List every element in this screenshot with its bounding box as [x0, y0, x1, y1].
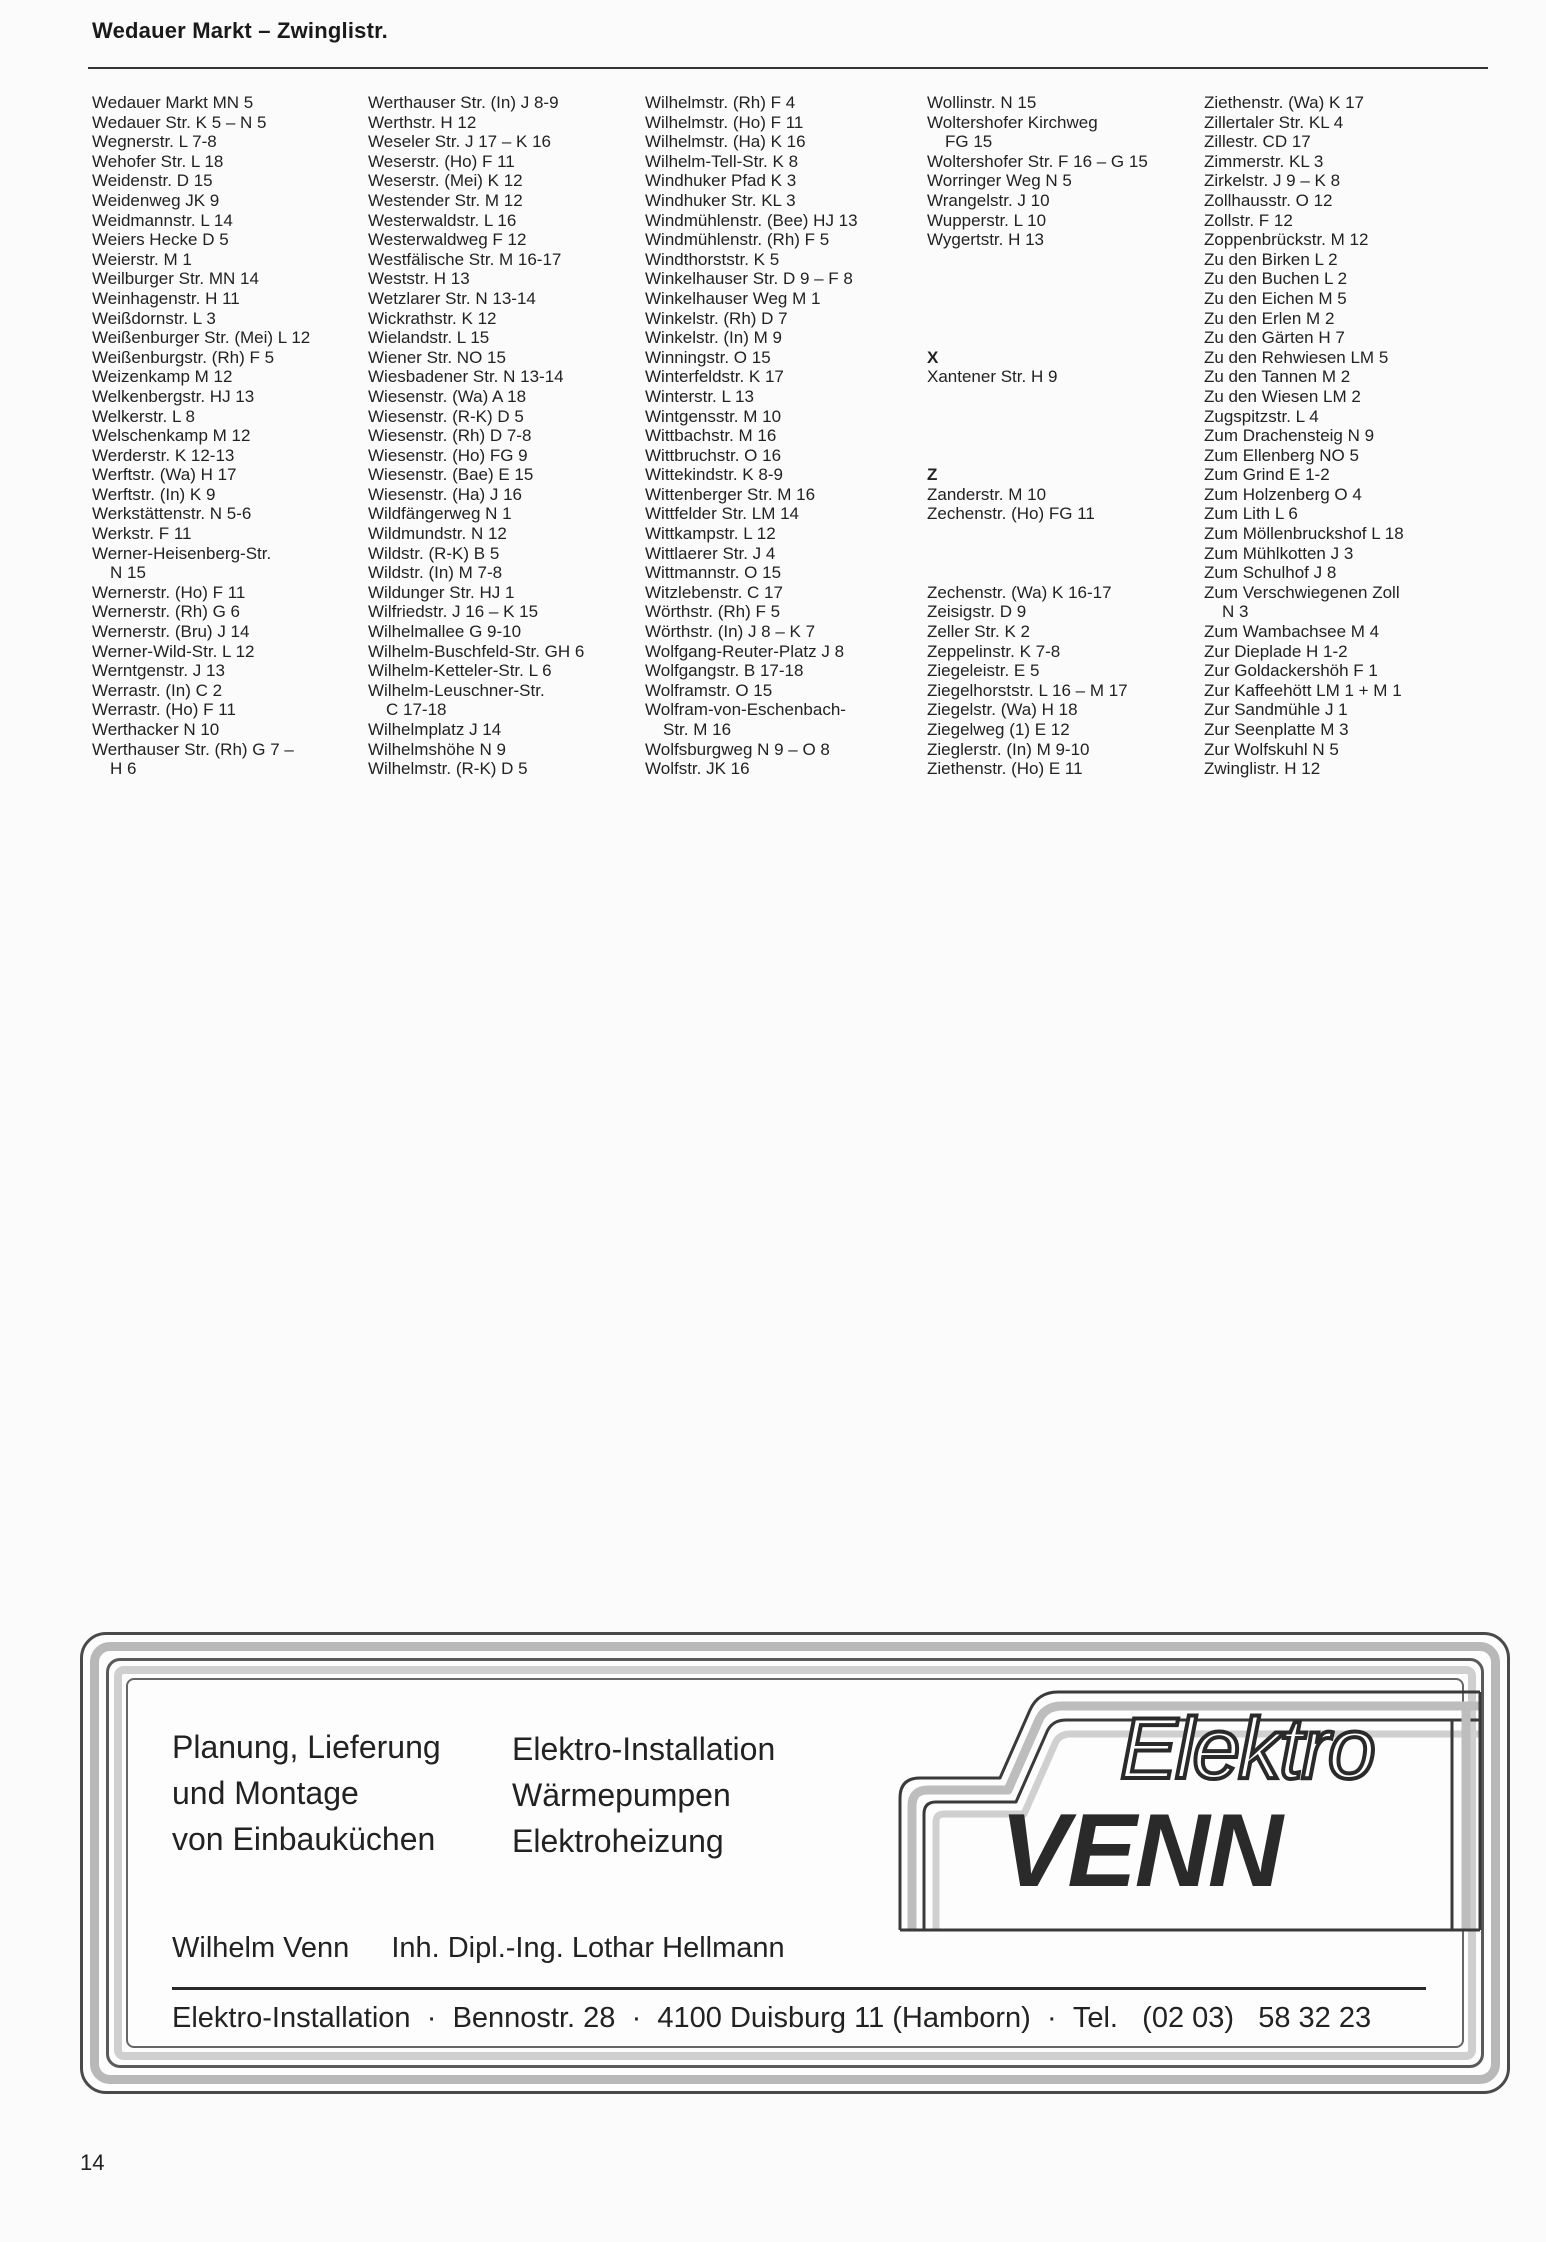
- street-entry: Werthacker N 10: [92, 720, 220, 739]
- street-column-1: [92, 93, 310, 779]
- street-entry: Wehofer Str. L 18: [92, 151, 224, 171]
- spacer: [927, 446, 1148, 466]
- street-entry: Wegnerstr. L 7-8: [92, 132, 217, 152]
- street-entry: Wilfriedstr. J 16 – K 15: [368, 602, 539, 622]
- street-entry: Zeller Str. K 2: [927, 622, 1030, 642]
- street-entry: Zeisigstr. D 9: [927, 602, 1027, 622]
- street-entry: Zu den Wiesen LM 2: [1204, 386, 1361, 406]
- street-entry: Wittenberger Str. M 16: [645, 484, 816, 504]
- street-entry-continuation: C 17-18: [386, 700, 447, 720]
- ad-service-line: Planung, Lieferung: [172, 1729, 441, 1765]
- ad-address-separator: ·: [426, 2002, 437, 2034]
- street-entry: Wittbruchstr. O 16: [645, 445, 782, 465]
- street-entry: Wernerstr. (Bru) J 14: [92, 622, 250, 642]
- street-entry: Wittmannstr. O 15: [645, 563, 782, 583]
- spacer: [927, 328, 1148, 348]
- street-entry: Zollstr. F 12: [1204, 210, 1293, 230]
- street-entry: Wilhelmstr. (Rh) F 4: [645, 93, 796, 112]
- street-entry: Wilhelm-Buschfeld-Str. GH 6: [368, 641, 585, 661]
- street-entry: Wernerstr. (Rh) G 6: [92, 602, 240, 622]
- street-entry: Weiers Hecke D 5: [92, 230, 229, 250]
- street-entry: Wetzlarer Str. N 13-14: [368, 288, 536, 308]
- street-entry: Winkelstr. (Rh) D 7: [645, 308, 788, 328]
- street-entry: Werntgenstr. J 13: [92, 661, 225, 681]
- street-entry: Xantener Str. H 9: [927, 367, 1058, 387]
- street-entry: Weseler Str. J 17 – K 16: [368, 132, 551, 152]
- street-entry: Werthstr. H 12: [368, 112, 477, 132]
- street-entry: Wiesenstr. (Ho) FG 9: [368, 445, 528, 465]
- street-entry: Wielandstr. L 15: [368, 328, 490, 348]
- ad-phone-area: (02 03): [1142, 2002, 1235, 2034]
- street-entry: Welkenbergstr. HJ 13: [92, 386, 255, 406]
- street-entry: Zu den Birken L 2: [1204, 249, 1338, 269]
- street-entry: Zirkelstr. J 9 – K 8: [1204, 171, 1341, 191]
- street-entry: Ziegeleistr. E 5: [927, 661, 1040, 681]
- spacer: [927, 309, 1148, 329]
- ad-owner-name: Wilhelm Venn: [172, 1932, 350, 1964]
- street-entry: Zum Mühlkotten J 3: [1204, 543, 1354, 563]
- street-entry: Wilhelmshöhe N 9: [368, 739, 506, 759]
- street-entry: Weißenburgstr. (Rh) F 5: [92, 347, 275, 367]
- street-entry: Wilhelm-Leuschner-Str.: [368, 680, 545, 700]
- street-column-3: [645, 93, 858, 779]
- street-entry: Woltershofer Str. F 16 – G 15: [927, 151, 1148, 171]
- street-entry: Zur Sandmühle J 1: [1204, 700, 1348, 720]
- street-entry: Zanderstr. M 10: [927, 484, 1047, 504]
- street-entry: Wollinstr. N 15: [927, 93, 1037, 112]
- street-entry: Zum Holzenberg O 4: [1204, 484, 1362, 504]
- street-entry: Weizenkamp M 12: [92, 367, 233, 387]
- street-entry: Wilhelm-Ketteler-Str. L 6: [368, 661, 552, 681]
- street-entry: Witzlebenstr. C 17: [645, 582, 783, 602]
- ad-owner-title: Inh. Dipl.-Ing. Lothar Hellmann: [391, 1932, 785, 1964]
- street-entry: Wernerstr. (Ho) F 11: [92, 582, 246, 602]
- street-entry: Ziegelhorststr. L 16 – M 17: [927, 680, 1128, 700]
- street-entry: Weißenburger Str. (Mei) L 12: [92, 328, 311, 348]
- advertisement-elektro-venn: [80, 1632, 1510, 2094]
- street-entry: Werderstr. K 12-13: [92, 445, 235, 465]
- street-entry: Wildstr. (R-K) B 5: [368, 543, 500, 563]
- ad-service-line: von Einbauküchen: [172, 1821, 436, 1857]
- logo-venn-text: VENN: [1000, 1793, 1281, 1909]
- section-letter: X: [927, 347, 939, 367]
- street-entry: Zieglerstr. (In) M 9-10: [927, 739, 1090, 759]
- street-entry: Zu den Tannen M 2: [1204, 367, 1351, 387]
- street-entry: Windhuker Str. KL 3: [645, 190, 796, 210]
- street-column-2: [368, 93, 584, 779]
- street-entry-continuation: Str. M 16: [663, 720, 732, 739]
- ad-service-line: Wärmepumpen: [512, 1777, 731, 1813]
- street-entry: Wiesenstr. (Wa) A 18: [368, 386, 527, 406]
- street-entry: Welkerstr. L 8: [92, 406, 195, 426]
- street-entry: Weidenstr. D 15: [92, 171, 213, 191]
- street-entry: Wedauer Str. K 5 – N 5: [92, 112, 267, 132]
- street-entry: Wolframstr. O 15: [645, 680, 773, 700]
- ad-address-street: Bennostr. 28: [452, 2002, 616, 2034]
- street-entry: Windmühlenstr. (Bee) HJ 13: [645, 210, 858, 230]
- street-entry: Zu den Erlen M 2: [1204, 308, 1335, 328]
- street-entry: Wiesenstr. (Bae) E 15: [368, 465, 534, 485]
- elektro-venn-logo: [880, 1680, 1500, 1950]
- street-entry: Werrastr. (Ho) F 11: [92, 700, 236, 720]
- street-entry: Weidenweg JK 9: [92, 190, 220, 210]
- spacer: [927, 407, 1148, 427]
- street-entry: Zeppelinstr. K 7-8: [927, 641, 1061, 661]
- street-entry: Wilhelmstr. (R-K) D 5: [368, 759, 528, 779]
- street-entry: Wolfgangstr. B 17-18: [645, 661, 804, 681]
- ad-address-city: 4100 Duisburg 11 (Hamborn): [657, 2002, 1031, 2034]
- street-entry: Wilhelmstr. (Ho) F 11: [645, 112, 804, 132]
- street-entry: Weißdornstr. L 3: [92, 308, 216, 328]
- ad-address-line: [172, 2002, 1371, 2035]
- street-entry: Wolfram-von-Eschenbach-: [645, 700, 846, 720]
- street-entry: Woltershofer Kirchweg: [927, 112, 1098, 132]
- street-entry: Ziethenstr. (Ho) E 11: [927, 759, 1083, 779]
- street-entry: Wittlaerer Str. J 4: [645, 543, 776, 563]
- street-entry-continuation: N 3: [1222, 602, 1249, 622]
- street-entry: Wittekindstr. K 8-9: [645, 465, 783, 485]
- logo-elektro-text: Elektro: [1120, 1701, 1374, 1797]
- street-entry: Ziegelstr. (Wa) H 18: [927, 700, 1078, 720]
- street-entry: Werthauser Str. (In) J 8-9: [368, 93, 559, 112]
- spacer: [927, 387, 1148, 407]
- section-letter: Z: [927, 465, 938, 485]
- street-entry: Werftstr. (Wa) H 17: [92, 465, 237, 485]
- street-entry: Wittfelder Str. LM 14: [645, 504, 799, 524]
- street-entry: Zur Goldackershöh F 1: [1204, 661, 1378, 681]
- street-entry: Zillertaler Str. KL 4: [1204, 112, 1344, 132]
- header-divider: [88, 67, 1488, 69]
- street-entry: Windmühlenstr. (Rh) F 5: [645, 230, 830, 250]
- street-entry: Weinhagenstr. H 11: [92, 288, 240, 308]
- street-entry: Wiesenstr. (Rh) D 7-8: [368, 426, 532, 446]
- street-entry: Zoppenbrückstr. M 12: [1204, 230, 1369, 250]
- street-entry: Wilhelmstr. (Ha) K 16: [645, 132, 806, 152]
- spacer: [927, 544, 1148, 564]
- street-entry: Zu den Buchen L 2: [1204, 269, 1348, 289]
- spacer: [927, 269, 1148, 289]
- ad-address-trade: Elektro-Installation: [172, 2002, 411, 2034]
- street-entry: Wildstr. (In) M 7-8: [368, 563, 503, 583]
- street-entry: Werthauser Str. (Rh) G 7 –: [92, 739, 294, 759]
- street-entry: Wildmundstr. N 12: [368, 524, 507, 544]
- street-entry-continuation: N 15: [110, 563, 146, 583]
- street-entry: Wiener Str. NO 15: [368, 347, 506, 367]
- ad-service-line: und Montage: [172, 1775, 359, 1811]
- street-entry: Wiesbadener Str. N 13-14: [368, 367, 564, 387]
- street-column-4: [927, 93, 1148, 779]
- street-entry: Winkelstr. (In) M 9: [645, 328, 782, 348]
- street-entry: Wolfsburgweg N 9 – O 8: [645, 739, 830, 759]
- spacer: [927, 426, 1148, 446]
- street-entry: Zum Ellenberg NO 5: [1204, 445, 1359, 465]
- street-entry: Westerwaldweg F 12: [368, 230, 527, 250]
- page-number: 14: [80, 2150, 105, 2175]
- street-entry-continuation: FG 15: [945, 132, 993, 152]
- street-entry: Zwinglistr. H 12: [1204, 759, 1321, 779]
- street-entry: Zimmerstr. KL 3: [1204, 151, 1324, 171]
- ad-address-separator: ·: [631, 2002, 642, 2034]
- street-entry: Zechenstr. (Ho) FG 11: [927, 504, 1095, 524]
- ad-owner-line: [172, 1932, 785, 1965]
- spacer: [927, 563, 1148, 583]
- street-entry: Worringer Weg N 5: [927, 171, 1072, 191]
- ad-service-line: Elektroheizung: [512, 1823, 724, 1859]
- street-entry: Ziethenstr. (Wa) K 17: [1204, 93, 1364, 112]
- street-entry: Winkelhauser Weg M 1: [645, 288, 821, 308]
- street-entry: Westerwaldstr. L 16: [368, 210, 517, 230]
- street-entry: Zum Wambachsee M 4: [1204, 622, 1380, 642]
- street-entry: Zu den Gärten H 7: [1204, 328, 1345, 348]
- ad-phone-label: Tel.: [1072, 2002, 1118, 2034]
- street-entry: Wedauer Markt MN 5: [92, 93, 254, 112]
- street-entry-continuation: H 6: [110, 759, 137, 779]
- street-entry: Westfälische Str. M 16-17: [368, 249, 562, 269]
- street-entry: Wittkampstr. L 12: [645, 524, 776, 544]
- street-entry: Werftstr. (In) K 9: [92, 484, 216, 504]
- street-entry: Zum Möllenbruckshof L 18: [1204, 524, 1404, 544]
- ad-divider: [172, 1987, 1426, 1990]
- street-entry: Winkelhauser Str. D 9 – F 8: [645, 269, 853, 289]
- street-entry: Werkstr. F 11: [92, 524, 192, 544]
- street-entry: Weststr. H 13: [368, 269, 470, 289]
- street-entry: Weserstr. (Mei) K 12: [368, 171, 523, 191]
- street-entry: Werkstättenstr. N 5-6: [92, 504, 252, 524]
- street-entry: Ziegelweg (1) E 12: [927, 720, 1070, 739]
- street-entry: Werrastr. (In) C 2: [92, 680, 223, 700]
- street-entry: Zugspitzstr. L 4: [1204, 406, 1319, 426]
- street-entry: Wörthstr. (Rh) F 5: [645, 602, 781, 622]
- street-entry: Werner-Wild-Str. L 12: [92, 641, 255, 661]
- street-entry: Wupperstr. L 10: [927, 210, 1047, 230]
- street-entry: Weilburger Str. MN 14: [92, 269, 259, 289]
- spacer: [927, 250, 1148, 270]
- street-entry: Wolfgang-Reuter-Platz J 8: [645, 641, 845, 661]
- street-entry: Zu den Rehwiesen LM 5: [1204, 347, 1389, 367]
- street-entry: Zur Dieplade H 1-2: [1204, 641, 1348, 661]
- street-entry: Zum Schulhof J 8: [1204, 563, 1337, 583]
- spacer: [927, 524, 1148, 544]
- street-entry: Zur Kaffeehött LM 1 + M 1: [1204, 680, 1402, 700]
- street-entry: Wildfängerweg N 1: [368, 504, 512, 524]
- street-entry: Zum Verschwiegenen Zoll: [1204, 582, 1400, 602]
- street-entry: Wintgensstr. M 10: [645, 406, 782, 426]
- street-entry: Wygertstr. H 13: [927, 230, 1044, 250]
- street-entry: Westender Str. M 12: [368, 190, 523, 210]
- street-entry: Wolfstr. JK 16: [645, 759, 750, 779]
- ad-phone-number: 58 32 23: [1258, 2002, 1372, 2034]
- street-entry: Winterstr. L 13: [645, 386, 754, 406]
- street-entry: Winningstr. O 15: [645, 347, 771, 367]
- street-entry: Wiesenstr. (R-K) D 5: [368, 406, 524, 426]
- street-entry: Weserstr. (Ho) F 11: [368, 151, 515, 171]
- street-entry: Zur Seenplatte M 3: [1204, 720, 1349, 739]
- street-entry: Wrangelstr. J 10: [927, 190, 1050, 210]
- street-entry: Zur Wolfskuhl N 5: [1204, 739, 1339, 759]
- street-entry: Wörthstr. (In) J 8 – K 7: [645, 622, 816, 642]
- street-entry: Welschenkamp M 12: [92, 426, 251, 446]
- street-entry: Zollhausstr. O 12: [1204, 190, 1333, 210]
- street-entry: Windhuker Pfad K 3: [645, 171, 797, 191]
- ad-service-line: Elektro-Installation: [512, 1731, 776, 1767]
- street-entry: Zum Drachensteig N 9: [1204, 426, 1375, 446]
- street-entry: Zu den Eichen M 5: [1204, 288, 1347, 308]
- street-entry: Wilhelmallee G 9-10: [368, 622, 522, 642]
- ad-address-separator: ·: [1047, 2002, 1057, 2034]
- street-entry: Wilhelmplatz J 14: [368, 720, 502, 739]
- page-header-title: Wedauer Markt – Zwinglistr.: [92, 18, 388, 43]
- street-entry: Wildunger Str. HJ 1: [368, 582, 515, 602]
- ad-services-electrical: [512, 1726, 775, 1864]
- street-entry: Weidmannstr. L 14: [92, 210, 233, 230]
- street-entry: Winterfeldstr. K 17: [645, 367, 784, 387]
- street-entry: Wilhelm-Tell-Str. K 8: [645, 151, 799, 171]
- ad-services-kitchen: [172, 1724, 441, 1862]
- street-column-5: [1204, 93, 1404, 779]
- street-entry: Werner-Heisenberg-Str.: [92, 543, 272, 563]
- street-entry: Zillestr. CD 17: [1204, 132, 1311, 152]
- street-entry: Wiesenstr. (Ha) J 16: [368, 484, 522, 504]
- street-entry: Wickrathstr. K 12: [368, 308, 497, 328]
- street-entry: Windthorststr. K 5: [645, 249, 780, 269]
- street-entry: Zechenstr. (Wa) K 16-17: [927, 582, 1112, 602]
- street-entry: Weierstr. M 1: [92, 249, 192, 269]
- street-entry: Zum Lith L 6: [1204, 504, 1298, 524]
- spacer: [927, 289, 1148, 309]
- street-entry: Zum Grind E 1-2: [1204, 465, 1330, 485]
- street-entry: Wittbachstr. M 16: [645, 426, 777, 446]
